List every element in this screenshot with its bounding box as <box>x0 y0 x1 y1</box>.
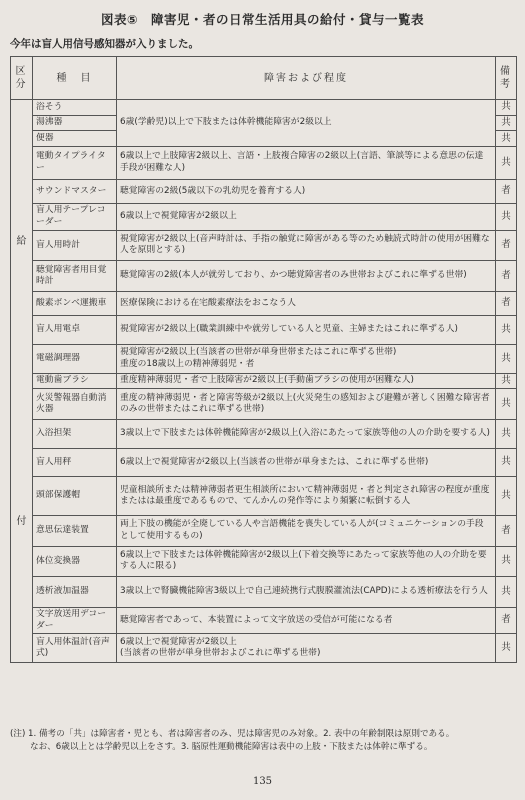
item-cell: 盲人用テープレコーダー <box>33 204 117 230</box>
item-cell: 電動タイプライター <box>33 147 117 180</box>
item-cell: 酸素ボンベ運搬車 <box>33 291 117 316</box>
category-char: 給 <box>16 235 27 247</box>
remark-cell: 者 <box>496 261 517 292</box>
table-row <box>11 546 517 577</box>
remark-cell: 共 <box>496 546 517 577</box>
condition-cell: 6歳(学齢児)以上で下肢または体幹機能障害が2級以上 <box>117 100 496 147</box>
header-item: 種 目 <box>33 57 117 100</box>
page-subtitle: 今年は盲人用信号感知器が入りました。 <box>10 38 199 50</box>
footnote-line-2: なお、6歳以上とは学齢児以上をさす。3. 脳原性運動機能障害は表中の上肢・下肢または体幹に準ずる。 <box>30 742 433 753</box>
remark-cell: 共 <box>496 389 517 420</box>
condition-cell: 視覚障害が2級以上(職業訓練中や就労している人と児童、主婦またはこれに準ずる人) <box>117 316 496 345</box>
table-row <box>11 634 517 663</box>
item-cell: 盲人用秤 <box>33 448 117 477</box>
condition-cell: 聴覚障害の2級(5歳以下の乳幼児を養育する人) <box>117 179 496 204</box>
table-row <box>11 204 517 230</box>
remark-cell: 共 <box>496 373 517 389</box>
page-title: 図表⑤ 障害児・者の日常生活用具の給付・貸与一覧表 <box>100 12 425 27</box>
table-row <box>11 147 517 180</box>
condition-cell: 6歳以上で視覚障害が2級以上 (当該者の世帯が単身世帯およびこれに準ずる世帯) <box>117 634 496 663</box>
item-cell: 便器 <box>33 131 117 147</box>
remark-cell: 者 <box>496 515 517 546</box>
table-row <box>11 477 517 516</box>
condition-cell: 6歳以上で視覚障害が2級以上(当該者の世帯が単身または、これに準ずる世帯) <box>117 448 496 477</box>
condition-cell: 視覚障害が2級以上(当該者の世帯が単身世帯またはこれに準ずる世帯) 重度の18歳以上の精神薄弱児・者 <box>117 345 496 374</box>
item-cell: 湯沸器 <box>33 115 117 131</box>
condition-cell: 6歳以上で下肢または体幹機能障害が2級以上(下着交換等にあたって家族等他の人の介助を要する人に限る) <box>117 546 496 577</box>
remark-cell: 共 <box>496 419 517 448</box>
table-row <box>11 419 517 448</box>
condition-cell: 重度精神薄弱児・者で上肢障害が2級以上(手動歯ブラシの使用が困難な人) <box>117 373 496 389</box>
remark-cell: 共 <box>496 477 517 516</box>
category-cell <box>11 100 33 663</box>
remark-cell: 者 <box>496 291 517 316</box>
table-row <box>11 100 517 116</box>
item-cell: 体位変換器 <box>33 546 117 577</box>
item-cell: サウンドマスター <box>33 179 117 204</box>
item-cell: 電動歯ブラシ <box>33 373 117 389</box>
table-row <box>11 515 517 546</box>
remark-cell: 者 <box>496 230 517 261</box>
condition-cell: 聴覚障害者であって、本装置によって文字放送の受信が可能になる者 <box>117 607 496 633</box>
condition-cell: 両上下肢の機能が全廃している人や言語機能を喪失している人が(コミュニケーションの手段として使用するもの) <box>117 515 496 546</box>
item-cell: 盲人用体温計(音声式) <box>33 634 117 663</box>
item-cell: 文字放送用デコーダー <box>33 607 117 633</box>
table-row <box>11 316 517 345</box>
footnote <box>10 728 516 755</box>
table-row <box>11 230 517 261</box>
condition-cell: 児童相談所または精神薄弱者更生相談所において精神薄弱児・者と判定され障害の程度が重度またはは最重度であるもので、てんかんの発作等により頻繁に転倒する人 <box>117 477 496 516</box>
remark-cell: 共 <box>496 316 517 345</box>
remark-cell: 共 <box>496 115 517 131</box>
condition-cell: 聴覚障害の2級(本人が就労しており、かつ聴覚障害者のみ世帯およびこれに準ずる世帯) <box>117 261 496 292</box>
remark-cell: 者 <box>496 179 517 204</box>
remark-cell: 共 <box>496 634 517 663</box>
remark-cell: 共 <box>496 147 517 180</box>
remark-cell: 共 <box>496 448 517 477</box>
table-row <box>11 345 517 374</box>
item-cell: 意思伝達装置 <box>33 515 117 546</box>
condition-cell: 6歳以上で上肢障害2級以上、言語・上肢複合障害の2級以上(言語、筆談等による意思の伝達手段が困難な人) <box>117 147 496 180</box>
remark-cell: 共 <box>496 131 517 147</box>
table-row <box>11 448 517 477</box>
header-category: 区分 <box>11 57 33 100</box>
item-cell: 聴覚障害者用目覚時計 <box>33 261 117 292</box>
remark-cell: 共 <box>496 577 517 608</box>
table-row <box>11 607 517 633</box>
page-number: 135 <box>252 776 273 787</box>
table-row <box>11 179 517 204</box>
condition-cell: 3歳以上で腎臓機能障害3級以上で自己連続携行式腹膜灌流法(CAPD)による透析療法を行う人 <box>117 577 496 608</box>
table-row <box>11 373 517 389</box>
condition-cell: 重度の精神薄弱児・者と障害等級が2級以上(火災発生の感知および避難が著しく困難な障害者のみの世帯またはこれに準ずる世帯) <box>117 389 496 420</box>
table-row <box>11 389 517 420</box>
footnote-line-1: (注) 1. 備考の「共」は障害者・児とも、者は障害者のみ、児は障害児のみ対象。2. 表中の年齢制限は原則である。 <box>10 729 455 739</box>
item-cell: 電磁調理器 <box>33 345 117 374</box>
condition-cell: 6歳以上で視覚障害が2級以上 <box>117 204 496 230</box>
condition-cell: 3歳以上で下肢または体幹機能障害が2級以上(入浴にあたって家族等他の人の介助を要する人) <box>117 419 496 448</box>
table-header-row <box>11 57 517 100</box>
remark-cell: 共 <box>496 204 517 230</box>
remark-cell: 共 <box>496 100 517 116</box>
item-cell: 入浴担架 <box>33 419 117 448</box>
item-cell: 透析液加温器 <box>33 577 117 608</box>
table-row <box>11 291 517 316</box>
table-row <box>11 577 517 608</box>
category-char: 付 <box>16 515 27 527</box>
remark-cell: 者 <box>496 607 517 633</box>
condition-cell: 医療保険における在宅酸素療法をおこなう人 <box>117 291 496 316</box>
header-remark: 備考 <box>496 57 517 100</box>
item-cell: 頭部保護帽 <box>33 477 117 516</box>
remark-cell: 共 <box>496 345 517 374</box>
table-body <box>11 100 517 663</box>
item-cell: 浴そう <box>33 100 117 116</box>
item-cell: 盲人用電卓 <box>33 316 117 345</box>
item-cell: 盲人用時計 <box>33 230 117 261</box>
condition-cell: 視覚障害が2級以上(音声時計は、手指の触覚に障害がある等のため触読式時計の使用が困難な人を原則とする) <box>117 230 496 261</box>
item-cell: 火災警報器自動消火器 <box>33 389 117 420</box>
table-row <box>11 261 517 292</box>
header-condition: 障害および程度 <box>117 57 496 100</box>
equipment-table <box>10 56 517 663</box>
